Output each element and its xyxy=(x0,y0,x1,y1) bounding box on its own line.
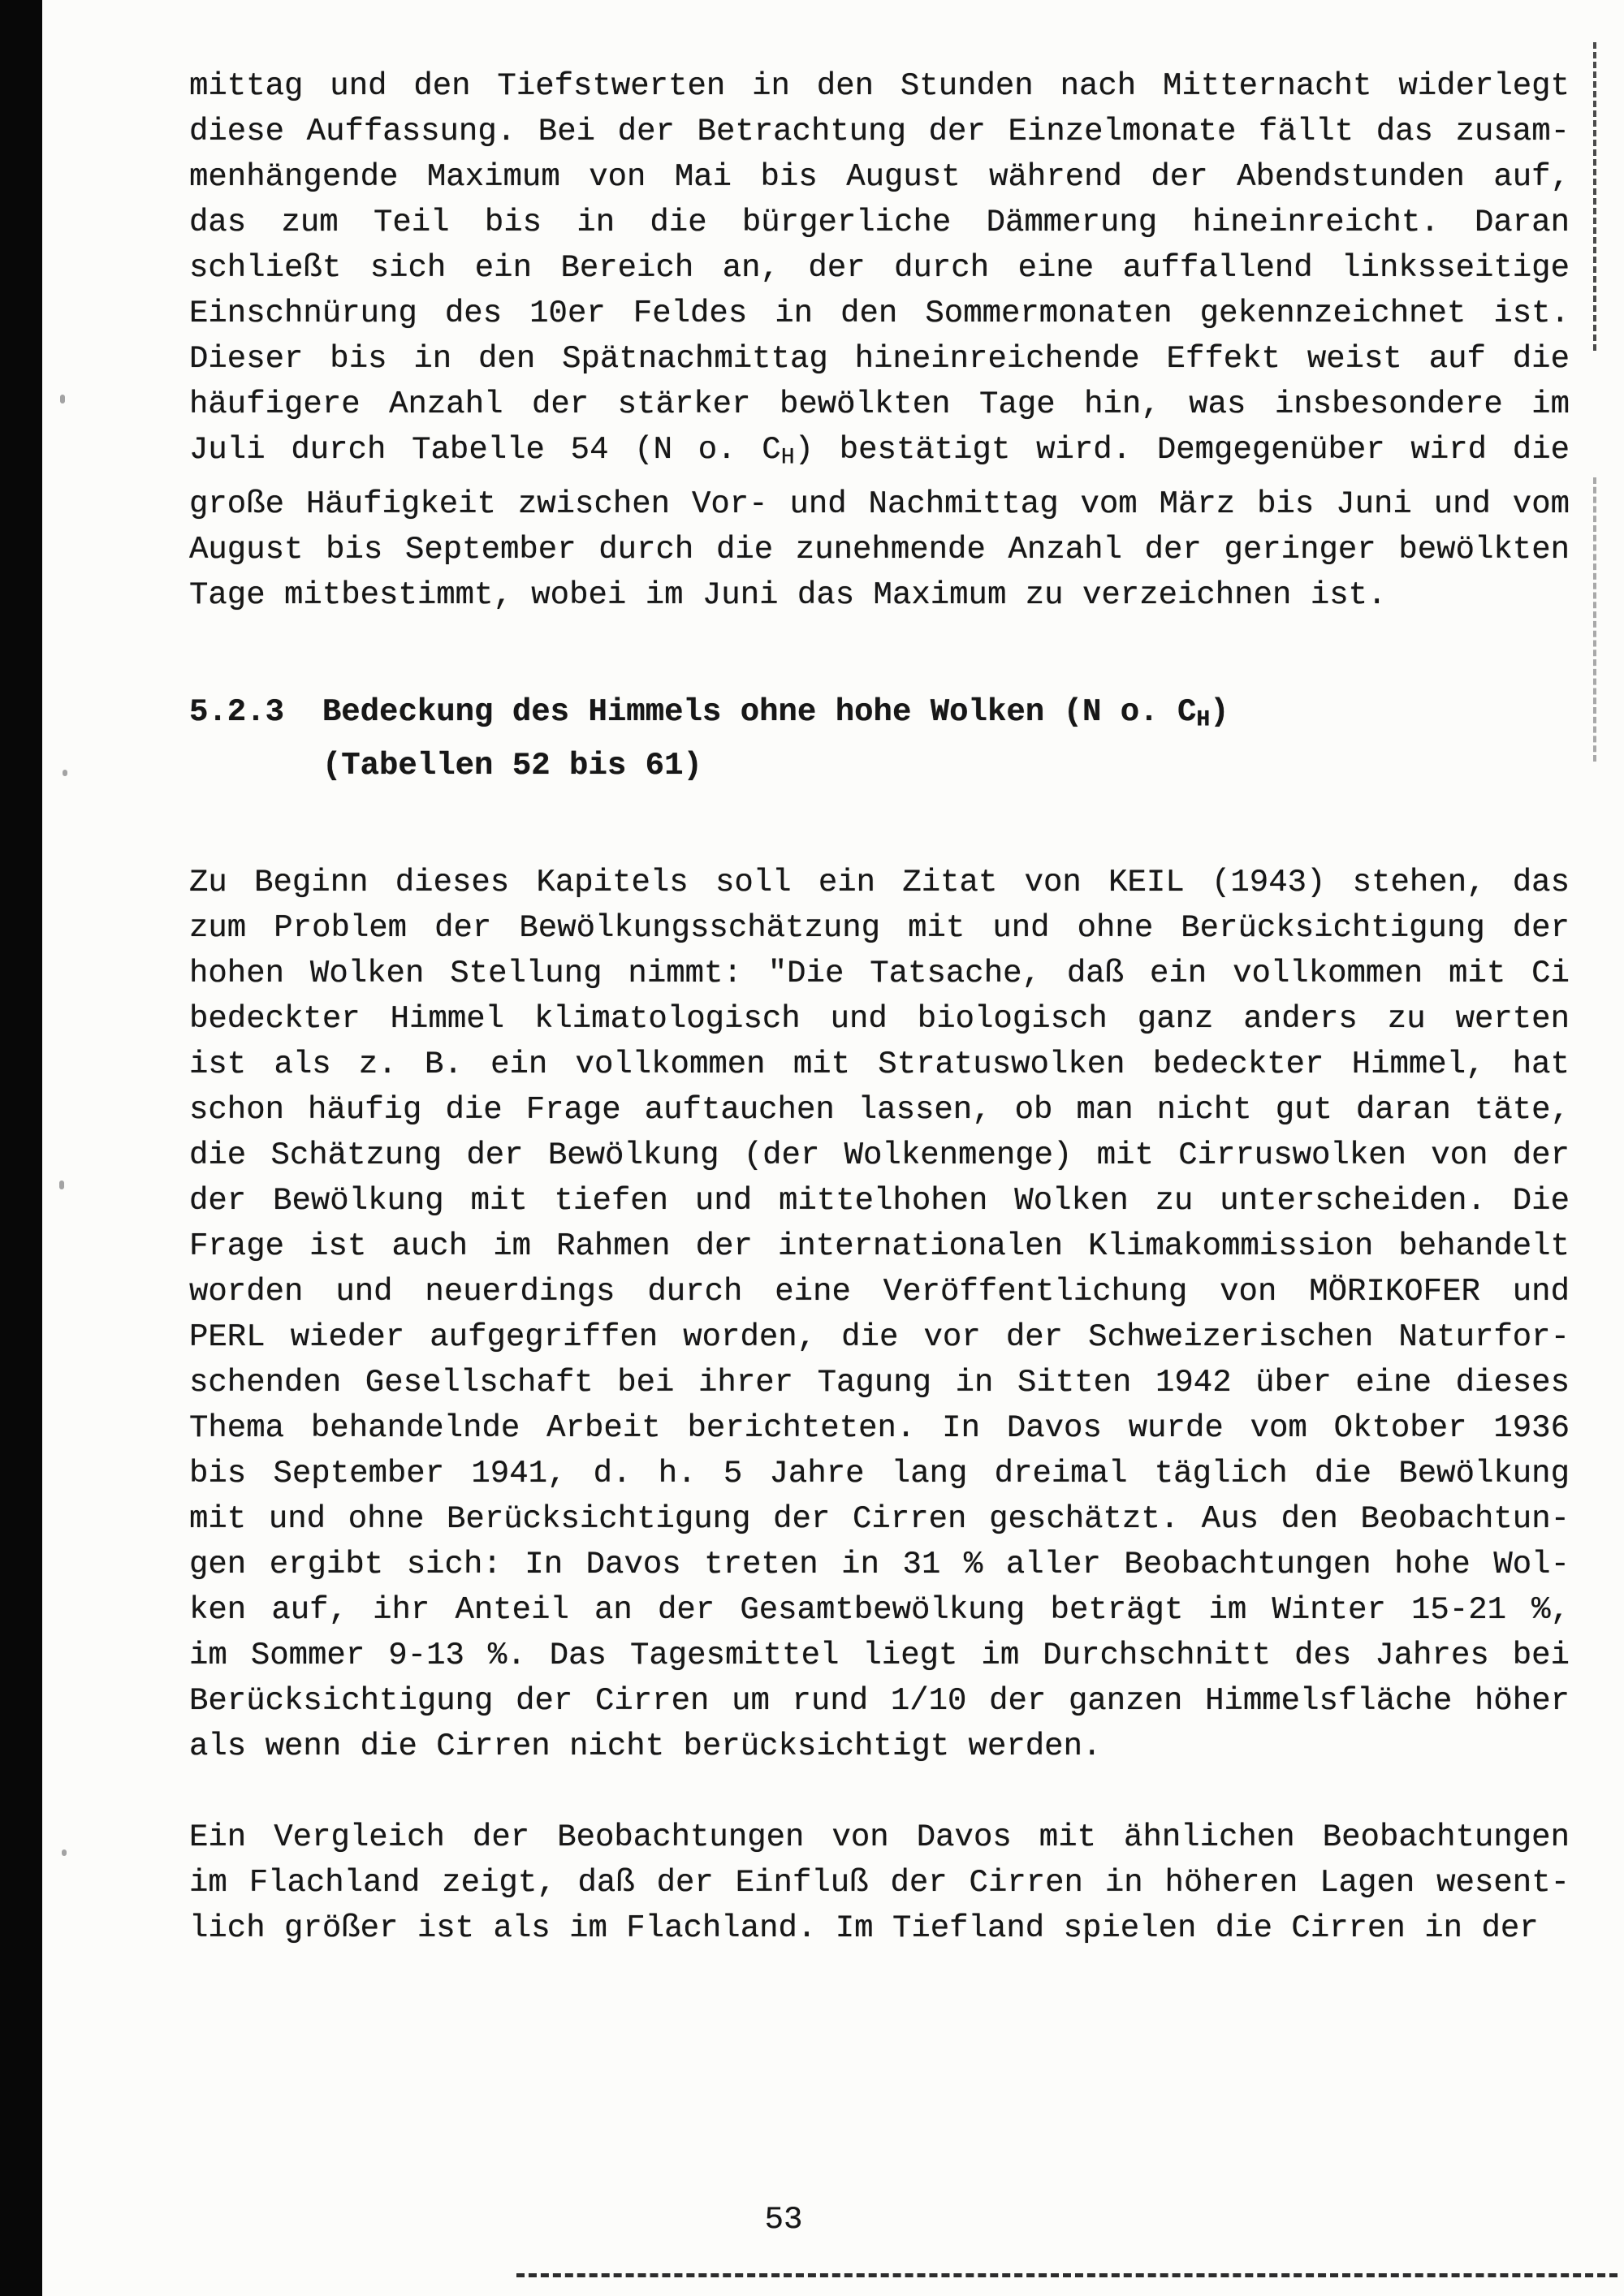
section-heading-5-2-3 xyxy=(189,689,1570,789)
text-line: Frage ist auch im Rahmen der internationalen Klimakommission behandelt xyxy=(189,1228,1570,1265)
text-line: die Schätzung der Bewölkung (der Wolkenmenge) mit Cirruswolken von der xyxy=(189,1137,1570,1174)
text-line: bedeckter Himmel klimatologisch und biologisch ganz anders zu werten xyxy=(189,1001,1570,1038)
scan-dash-line-bottom xyxy=(516,2273,1618,2277)
text-line: Thema behandelnde Arbeit berichteten. In Davos wurde vom Oktober 1936 xyxy=(189,1410,1570,1447)
paragraph-lines xyxy=(189,63,1570,427)
text-line: schon häufig die Frage auftauchen lassen, ob man nicht gut daran täte, xyxy=(189,1092,1570,1129)
text-line: große Häufigkeit zwischen Vor- und Nachmittag vom März bis Juni und vom xyxy=(189,486,1570,522)
text-line: lich größer ist als im Flachland. Im Tiefland spielen die Cirren in der xyxy=(189,1910,1539,1947)
text-line: mit und ohne Berücksichtigung der Cirren geschätzt. Aus den Beobachtun- xyxy=(189,1501,1570,1538)
scan-speck xyxy=(62,1849,67,1856)
text-line: der Bewölkung mit tiefen und mittelhohen Wolken zu unterscheiden. Die xyxy=(189,1183,1570,1219)
text-line: schließt sich ein Bereich an, der durch eine auffallend linksseitige xyxy=(189,250,1570,286)
text-line: Einschnürung des 10er Feldes in den Sommermonaten gekennzeichnet ist. xyxy=(189,296,1570,331)
text-line: ist als z. B. ein vollkommen mit Stratuswolken bedeckter Himmel, hat xyxy=(189,1047,1570,1083)
subscript-h: H xyxy=(780,445,795,471)
text-line: diese Auffassung. Bei der Betrachtung der Einzelmonate fällt das zusam- xyxy=(189,114,1570,149)
text-segment: Juli durch Tabelle 54 (N o. C xyxy=(189,432,781,468)
scan-speck xyxy=(60,395,65,404)
text-line: zum Problem der Bewölkungsschätzung mit und ohne Berücksichtigung der xyxy=(189,910,1570,947)
text-line: PERL wieder aufgegriffen worden, die vor der Schweizerischen Naturfor- xyxy=(189,1319,1570,1356)
heading-line xyxy=(189,689,1570,744)
scan-edge-bar xyxy=(0,0,42,2296)
paragraph-keil-quote xyxy=(189,860,1570,1769)
scan-speck xyxy=(59,1180,64,1189)
heading-text: 5.2.3 Bedeckung des Himmels ohne hohe Wolken (N o. C xyxy=(189,693,1197,730)
text-line: mittag und den Tiefstwerten in den Stunden nach Mitternacht widerlegt xyxy=(189,68,1570,104)
text-line: im Flachland zeigt, daß der Einfluß der Cirren in höheren Lagen wesent- xyxy=(189,1865,1570,1901)
text-line: menhängende Maximum von Mai bis August während der Abendstunden auf, xyxy=(189,159,1570,195)
paragraph-comparison xyxy=(189,1815,1570,1951)
text-line: im Sommer 9-13 %. Das Tagesmittel liegt im Durchschnitt des Jahres bei xyxy=(189,1638,1570,1674)
scan-dash-mark-right xyxy=(1593,477,1596,762)
scan-dash-mark-top-right xyxy=(1593,42,1596,351)
text-line: bis September 1941, d. h. 5 Jahre lang dreimal täglich die Bewölkung xyxy=(189,1456,1570,1492)
paragraph-lines xyxy=(189,481,1570,618)
text-line: das zum Teil bis in die bürgerliche Dämmerung hineinreicht. Daran xyxy=(189,205,1570,240)
text-line: gen ergibt sich: In Davos treten in 31 % aller Beobachtungen hohe Wol- xyxy=(189,1547,1570,1583)
heading-subtitle: (Tabellen 52 bis 61) xyxy=(322,748,702,784)
text-line: Dieser bis in den Spätnachmittag hineinreichende Effekt weist auf die xyxy=(189,341,1570,377)
text-line: ken auf, ihr Anteil an der Gesamtbewölkung beträgt im Winter 15-21 %, xyxy=(189,1592,1570,1629)
text-line: worden und neuerdings durch eine Veröffentlichung von MÖRIKOFER und xyxy=(189,1274,1570,1310)
scan-speck xyxy=(63,770,67,776)
text-line: schenden Gesellschaft bei ihrer Tagung in Sitten 1942 über eine dieses xyxy=(189,1365,1570,1401)
text-line: hohen Wolken Stellung nimmt: "Die Tatsache, daß ein vollkommen mit Ci xyxy=(189,956,1570,992)
text-line: August bis September durch die zunehmende Anzahl der geringer bewölkten xyxy=(189,531,1570,568)
page-content xyxy=(189,63,1570,1951)
text-line-with-subscript xyxy=(189,427,1570,481)
text-line: als wenn die Cirren nicht berücksichtigt werden. xyxy=(189,1728,1102,1765)
text-line: Ein Vergleich der Beobachtungen von Davos mit ähnlichen Beobachtungen xyxy=(189,1819,1570,1856)
text-line: Zu Beginn dieses Kapitels soll ein Zitat von KEIL (1943) stehen, das xyxy=(189,865,1570,901)
text-line: Berücksichtigung der Cirren um rund 1/10 der ganzen Himmelsfläche höher xyxy=(189,1683,1570,1720)
subscript-h: H xyxy=(1196,707,1211,733)
text-line: Tage mitbestimmt, wobei im Juni das Maximum zu verzeichnen ist. xyxy=(189,576,1387,613)
page-number: 53 xyxy=(764,2202,803,2238)
text-line: häufigere Anzahl der stärker bewölkten Tage hin, was insbesondere im xyxy=(189,386,1570,422)
heading-text: ) xyxy=(1210,693,1229,730)
text-segment: ) bestätigt wird. Demgegenüber wird die xyxy=(794,432,1570,468)
paragraph-continuation xyxy=(189,63,1570,618)
